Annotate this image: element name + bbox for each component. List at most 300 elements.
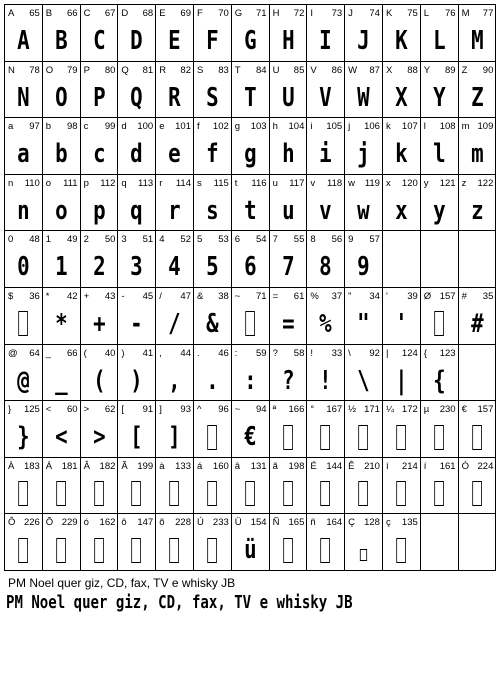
cell-char: A xyxy=(8,8,15,19)
cell-label xyxy=(462,404,494,416)
cell-char: * xyxy=(45,290,50,302)
cell-code: 84 xyxy=(256,64,267,76)
glyph-cell xyxy=(345,514,383,571)
cell-code: 35 xyxy=(482,290,494,302)
glyph-cell xyxy=(270,231,308,288)
cell-code: 121 xyxy=(439,177,456,189)
cell-code: 116 xyxy=(251,177,267,189)
glyph-cell xyxy=(459,458,497,515)
cell-char: Ø xyxy=(423,290,432,302)
glyph-cell xyxy=(5,118,43,175)
glyph-preview: ) xyxy=(130,365,144,396)
glyph-preview: " xyxy=(357,308,370,339)
glyph-cell xyxy=(118,5,156,62)
cell-label xyxy=(8,461,40,473)
cell-char: W xyxy=(348,64,358,76)
glyph-cell xyxy=(307,5,345,62)
cell-char: É xyxy=(310,460,317,472)
glyph-preview: 3 xyxy=(130,252,144,283)
missing-glyph-box xyxy=(273,420,302,454)
glyph-preview: Z xyxy=(470,82,484,113)
cell-char: P xyxy=(83,64,90,76)
glyph-cell xyxy=(421,345,459,402)
cell-code: 133 xyxy=(175,460,191,472)
glyph-cell xyxy=(383,231,421,288)
cell-label xyxy=(462,291,494,303)
cell-char: ) xyxy=(121,347,125,359)
cell-label xyxy=(159,178,191,190)
glyph-cell xyxy=(156,231,194,288)
glyph-preview: w xyxy=(357,195,370,226)
cell-char: Á xyxy=(45,460,53,472)
cell-label xyxy=(348,291,380,303)
glyph-cell xyxy=(307,401,345,458)
missing-glyph-box xyxy=(198,420,227,454)
glyph-cell xyxy=(118,175,156,232)
cell-label xyxy=(386,65,418,77)
cell-char: Õ xyxy=(45,517,54,529)
cell-char: l xyxy=(423,121,426,133)
cell-code: 154 xyxy=(250,517,267,529)
cell-label xyxy=(84,404,116,416)
cell-label xyxy=(84,291,116,303)
cell-char: ó xyxy=(83,517,89,529)
glyph-cell xyxy=(43,458,81,515)
cell-char: + xyxy=(83,290,90,302)
cell-label xyxy=(386,461,418,473)
cell-code: 56 xyxy=(331,234,343,246)
glyph-preview xyxy=(462,364,491,398)
glyph-preview: ( xyxy=(92,365,106,396)
cell-char: t xyxy=(234,177,238,189)
cell-label xyxy=(159,121,191,133)
cell-label xyxy=(46,348,78,360)
glyph-cell xyxy=(232,5,270,62)
glyph-preview: B xyxy=(54,26,68,56)
cell-label xyxy=(310,178,342,190)
cell-code: 85 xyxy=(293,64,305,76)
cell-code: 59 xyxy=(256,347,267,359)
missing-glyph-box xyxy=(349,477,378,511)
cell-label xyxy=(310,8,342,20)
cell-char: } xyxy=(8,404,12,416)
missing-glyph-box xyxy=(349,533,378,567)
glyph-cell xyxy=(270,118,308,175)
glyph-cell xyxy=(232,118,270,175)
cell-code: 166 xyxy=(288,404,305,416)
missing-glyph-box xyxy=(198,477,227,511)
cell-label xyxy=(197,121,229,133)
cell-label xyxy=(159,461,191,473)
cell-char: - xyxy=(121,290,125,302)
glyph-cell xyxy=(5,62,43,119)
cell-code: 171 xyxy=(364,404,380,416)
glyph-cell xyxy=(194,458,232,515)
glyph-preview: 6 xyxy=(243,252,257,283)
missing-glyph-box xyxy=(311,420,340,454)
cell-code: 229 xyxy=(61,517,78,529)
glyph-cell xyxy=(43,118,81,175)
cell-label xyxy=(159,517,191,529)
cell-label xyxy=(348,517,380,529)
cell-code: 74 xyxy=(369,8,380,19)
glyph-cell xyxy=(156,175,194,232)
cell-code: 44 xyxy=(180,347,191,359)
cell-char: I xyxy=(310,8,314,19)
glyph-preview: ? xyxy=(281,365,295,396)
cell-char: 6 xyxy=(234,234,241,246)
cell-char: D xyxy=(121,8,129,19)
cell-char: C xyxy=(83,8,91,19)
cell-char: e xyxy=(159,121,165,133)
glyph-preview: | xyxy=(395,365,408,396)
cell-label xyxy=(462,517,494,529)
missing-glyph-box xyxy=(9,307,38,341)
cell-char: j xyxy=(348,121,351,133)
cell-code: 94 xyxy=(256,404,267,416)
cell-label xyxy=(424,461,456,473)
cell-code: 103 xyxy=(250,121,267,133)
glyph-cell xyxy=(81,62,119,119)
glyph-preview: 0 xyxy=(17,252,30,283)
missing-glyph-box xyxy=(160,533,189,567)
glyph-preview: { xyxy=(432,365,446,396)
glyph-cell xyxy=(43,288,81,345)
cell-char: Ü xyxy=(234,517,242,529)
missing-glyph-box xyxy=(387,477,416,511)
cell-char: U xyxy=(272,64,280,76)
glyph-preview: a xyxy=(17,139,30,170)
glyph-preview: d xyxy=(130,139,144,170)
glyph-cell xyxy=(118,514,156,571)
cell-label xyxy=(8,8,40,20)
missing-glyph-box xyxy=(122,477,151,511)
cell-char: r xyxy=(159,177,163,189)
cell-char: F xyxy=(196,8,203,19)
glyph-cell xyxy=(5,345,43,402)
cell-label xyxy=(273,461,305,473)
cell-char: € xyxy=(461,404,467,416)
cell-char: à xyxy=(159,460,165,472)
glyph-cell xyxy=(232,401,270,458)
cell-code: 96 xyxy=(218,404,229,416)
glyph-cell xyxy=(270,514,308,571)
cell-code: 91 xyxy=(142,404,154,416)
cell-code: 124 xyxy=(401,347,418,359)
glyph-cell xyxy=(194,514,232,571)
missing-glyph-box xyxy=(273,533,302,567)
cell-label xyxy=(8,121,40,133)
cell-char: v xyxy=(310,177,316,189)
cell-code: 65 xyxy=(29,8,40,19)
cell-code: 111 xyxy=(63,177,78,189)
glyph-cell xyxy=(118,231,156,288)
glyph-preview: € xyxy=(243,422,257,453)
cell-char: ~ xyxy=(234,290,241,302)
missing-glyph-box xyxy=(273,477,302,511)
glyph-cell xyxy=(345,458,383,515)
glyph-cell xyxy=(307,231,345,288)
cell-label xyxy=(8,404,40,416)
cell-label xyxy=(386,234,418,246)
cell-char: < xyxy=(45,404,52,416)
cell-label xyxy=(424,121,456,133)
glyph-preview: 4 xyxy=(168,252,181,283)
cell-char: B xyxy=(45,8,53,19)
cell-code: 73 xyxy=(331,8,343,19)
glyph-cell xyxy=(383,458,421,515)
cell-char: b xyxy=(45,121,52,133)
cell-code: 68 xyxy=(142,8,154,19)
cell-code: 105 xyxy=(326,121,343,133)
cell-code: 55 xyxy=(293,234,305,246)
glyph-cell xyxy=(43,175,81,232)
cell-label xyxy=(424,178,456,190)
cell-code: 104 xyxy=(288,121,305,133)
glyph-preview: P xyxy=(92,82,106,113)
cell-char: R xyxy=(159,64,167,76)
cell-char: ª xyxy=(272,404,277,416)
cell-char: Ç xyxy=(348,517,356,529)
cell-label xyxy=(273,121,305,133)
glyph-cell xyxy=(5,231,43,288)
cell-code: 226 xyxy=(23,517,40,529)
cell-label xyxy=(348,348,380,360)
glyph-preview: : xyxy=(243,365,257,396)
cell-code: 172 xyxy=(401,404,418,416)
cell-code: 50 xyxy=(104,234,116,246)
cell-char: Ã xyxy=(121,460,128,472)
glyph-cell xyxy=(194,401,232,458)
cell-code: 97 xyxy=(29,121,40,133)
cell-label xyxy=(46,65,78,77)
cell-code: 198 xyxy=(288,460,305,472)
cell-code: 47 xyxy=(180,290,191,302)
cell-label xyxy=(197,461,229,473)
cell-char: õ xyxy=(159,517,165,529)
cell-char: Â xyxy=(83,460,90,472)
cell-code: 62 xyxy=(104,404,116,416)
cell-char: T xyxy=(234,64,241,76)
glyph-preview: 5 xyxy=(206,252,219,283)
glyph-cell xyxy=(43,514,81,571)
cell-label xyxy=(197,65,229,77)
cell-code: 123 xyxy=(439,347,456,359)
cell-char: z xyxy=(461,177,467,189)
cell-label xyxy=(84,178,116,190)
glyph-cell xyxy=(383,401,421,458)
glyph-preview: 8 xyxy=(319,252,333,283)
cell-label xyxy=(8,234,40,246)
glyph-cell xyxy=(459,288,497,345)
cell-label xyxy=(197,178,229,190)
glyph-preview: & xyxy=(206,308,219,339)
cell-label xyxy=(348,8,380,20)
cell-code: 89 xyxy=(444,64,456,76)
cell-char: $ xyxy=(8,290,14,302)
cell-code: 57 xyxy=(369,234,380,246)
cell-label xyxy=(310,348,342,360)
cell-code: 106 xyxy=(364,121,380,133)
cell-label xyxy=(235,291,267,303)
cell-label xyxy=(348,404,380,416)
cell-char: V xyxy=(310,64,317,76)
cell-label xyxy=(424,348,456,360)
cell-code: 157 xyxy=(439,290,456,302)
sample-text-small: PM Noel quer giz, CD, fax, TV e whisky JB xyxy=(8,576,236,590)
cell-code: 67 xyxy=(104,8,116,19)
glyph-cell xyxy=(43,5,81,62)
cell-code: 41 xyxy=(142,347,154,359)
missing-glyph-box xyxy=(235,307,264,341)
cell-label xyxy=(159,348,191,360)
cell-label xyxy=(8,65,40,77)
glyph-cell xyxy=(421,514,459,571)
cell-code: 88 xyxy=(407,64,418,76)
cell-label xyxy=(424,517,456,529)
cell-code: 37 xyxy=(331,290,343,302)
cell-code: 102 xyxy=(212,121,229,133)
cell-char: 5 xyxy=(196,234,203,246)
cell-char: n xyxy=(8,177,14,189)
glyph-cell xyxy=(383,288,421,345)
glyph-preview: D xyxy=(130,26,144,56)
cell-char: ñ xyxy=(310,517,316,529)
glyph-cell xyxy=(345,288,383,345)
glyph-cell xyxy=(43,401,81,458)
glyph-cell xyxy=(81,458,119,515)
glyph-cell xyxy=(118,118,156,175)
glyph-cell xyxy=(232,514,270,571)
cell-char: = xyxy=(272,290,279,302)
cell-char: K xyxy=(385,8,393,19)
glyph-cell xyxy=(307,514,345,571)
missing-glyph-box xyxy=(160,477,189,511)
cell-label xyxy=(348,461,380,473)
cell-code: 100 xyxy=(137,121,154,133)
glyph-cell xyxy=(118,458,156,515)
cell-char: ~ xyxy=(234,404,241,416)
cell-code: 90 xyxy=(482,64,494,76)
cell-code: 40 xyxy=(104,347,116,359)
cell-char: ] xyxy=(159,404,162,416)
cell-label xyxy=(84,121,116,133)
cell-char: . xyxy=(196,347,200,359)
cell-char: ? xyxy=(272,347,278,359)
glyph-preview: G xyxy=(243,26,257,56)
cell-code: 66 xyxy=(67,347,78,359)
glyph-preview: A xyxy=(17,26,30,56)
glyph-cell xyxy=(194,345,232,402)
cell-label xyxy=(84,8,116,20)
cell-code: 214 xyxy=(401,460,418,472)
cell-code: 99 xyxy=(104,121,116,133)
cell-char: | xyxy=(385,347,389,359)
glyph-cell xyxy=(383,514,421,571)
cell-char: q xyxy=(121,177,127,189)
glyph-preview: t xyxy=(243,195,257,226)
glyph-preview: l xyxy=(432,139,446,170)
cell-char: p xyxy=(83,177,89,189)
cell-char: J xyxy=(348,8,353,19)
cell-code: 182 xyxy=(99,460,116,472)
cell-label xyxy=(235,404,267,416)
cell-char: g xyxy=(234,121,241,133)
glyph-cell xyxy=(270,458,308,515)
cell-char: " xyxy=(348,290,352,302)
cell-code: 51 xyxy=(142,234,154,246)
cell-char: > xyxy=(83,404,90,416)
glyph-cell xyxy=(459,345,497,402)
glyph-cell xyxy=(232,288,270,345)
cell-code: 112 xyxy=(100,177,116,189)
cell-char: k xyxy=(385,121,391,133)
cell-char: H xyxy=(272,8,280,19)
cell-code: 131 xyxy=(250,460,267,472)
glyph-cell xyxy=(345,175,383,232)
cell-char: { xyxy=(423,347,427,359)
glyph-cell xyxy=(156,288,194,345)
glyph-cell xyxy=(459,514,497,571)
glyph-preview: } xyxy=(17,422,30,453)
cell-code: 117 xyxy=(289,177,305,189)
glyph-cell xyxy=(421,5,459,62)
cell-char: h xyxy=(272,121,278,133)
cell-char: M xyxy=(461,8,470,19)
glyph-preview: C xyxy=(92,26,106,56)
cell-label xyxy=(235,65,267,77)
glyph-cell xyxy=(232,62,270,119)
glyph-cell xyxy=(307,175,345,232)
glyph-preview: p xyxy=(92,195,106,226)
glyph-preview: = xyxy=(281,308,295,339)
cell-label xyxy=(235,348,267,360)
glyph-preview: \ xyxy=(357,365,370,396)
cell-char: N xyxy=(8,64,15,76)
missing-glyph-box xyxy=(424,307,453,341)
glyph-preview: / xyxy=(168,308,181,339)
glyph-preview: - xyxy=(130,308,144,339)
cell-label xyxy=(273,291,305,303)
glyph-preview: < xyxy=(54,422,68,453)
cell-label xyxy=(121,461,153,473)
glyph-cell xyxy=(459,118,497,175)
cell-code: 120 xyxy=(401,177,418,189)
cell-label xyxy=(462,461,494,473)
glyph-preview: o xyxy=(54,195,68,226)
glyph-cell xyxy=(421,231,459,288)
glyph-preview: S xyxy=(206,82,219,113)
cell-label xyxy=(46,8,78,20)
glyph-cell xyxy=(232,345,270,402)
cell-char: # xyxy=(461,290,467,302)
glyph-preview: b xyxy=(54,139,68,170)
glyph-preview: R xyxy=(168,82,181,113)
cell-label xyxy=(386,291,418,303)
glyph-cell xyxy=(345,5,383,62)
cell-code: 70 xyxy=(218,8,229,19)
missing-glyph-box xyxy=(424,420,453,454)
glyph-preview: [ xyxy=(130,422,144,453)
glyph-preview: T xyxy=(243,82,257,113)
glyph-preview: . xyxy=(206,365,219,396)
cell-code: 76 xyxy=(444,8,456,19)
glyph-preview: O xyxy=(54,82,68,113)
glyph-preview: K xyxy=(395,26,408,56)
cell-label xyxy=(310,291,342,303)
cell-code: 72 xyxy=(293,8,305,19)
cell-code: 113 xyxy=(138,177,154,189)
